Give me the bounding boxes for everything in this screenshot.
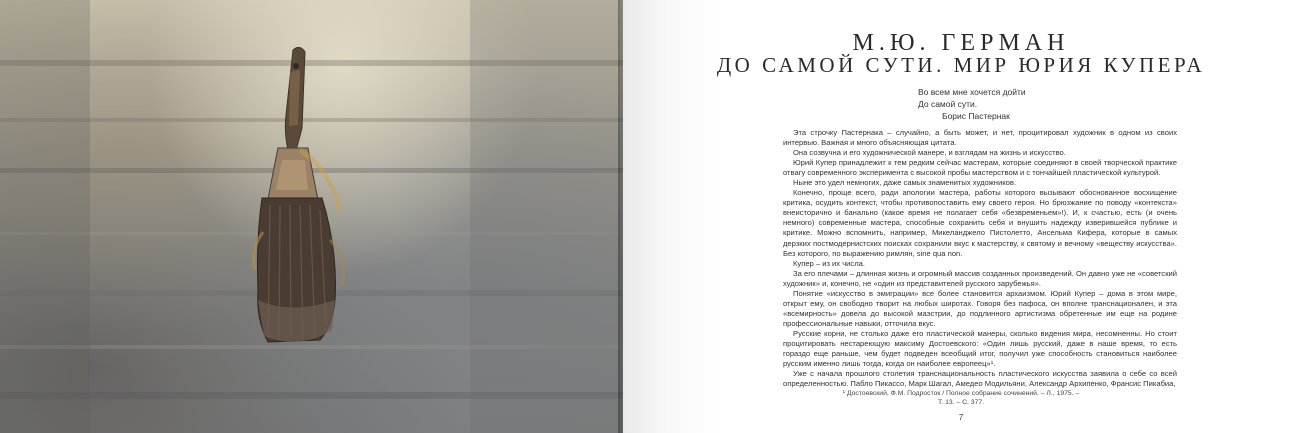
body-text (783, 128, 1177, 389)
epigraph (918, 86, 1026, 122)
chapter-title: ДО САМОЙ СУТИ. МИР ЮРИЯ КУПЕРА (716, 53, 1206, 77)
text-page (623, 0, 1299, 433)
paragraph: Уже с начала прошлого столетия транснациональность пластического искусства заявила о себе со всей определенностью. Пабло Пикассо, Марк Шагал, Амедео Модильяни, Александр Архипенко, Франсис Пикабиа, (783, 369, 1177, 389)
paragraph: За его плечами – длинная жизнь и огромный массив созданных произведений. Он давно уже не «советский художник» и, конечно, не «один из представителей русского зарубежья». (783, 268, 1177, 288)
paragraph: Ныне это удел немногих, даже самых знаменитых художников. (793, 178, 1016, 188)
epigraph-line: До самой сути. (918, 99, 978, 109)
paragraph: Эта строчку Пастернака – случайно, а быть может, и нет, процитировал художник в одном из своих интервью. Важная и много объясняющая цитата. (783, 128, 1177, 148)
footnote (623, 389, 1299, 407)
footnote-line: ¹ Достоевский, Ф.М. Подросток / Полное собрание сочинений. – Л., 1975. – (842, 390, 1080, 397)
epigraph-line: Во всем мне хочется дойти (918, 87, 1026, 97)
author-heading: М.Ю. ГЕРМАН (852, 30, 1070, 56)
paragraph: Понятие «искусство в эмиграции» все более становится архаизмом. Юрий Купер – дома в этом мире, открыт ему, он свободно творит на любых широтах. Говоря без пафоса, он вполне транснационален, и эта «всемирность» довела до высокой маэстрии, до подлинного артистизма обретенные им еще на родине профессиональные навыки, отточила вкус. (783, 288, 1177, 328)
footnote-line: Т. 13. – С. 377. (937, 399, 985, 406)
epigraph-signature: Борис Пастернак (942, 111, 1010, 121)
paragraph: Юрий Купер принадлежит к тем редким сейчас мастерам, которые соединяют в своей творческой практике отвагу современного эксперимента с высокой пробы мастерством и с тончайшей пластической культурой. (783, 158, 1177, 178)
paragraph: Конечно, проще всего, ради апологии мастера, работы которого вызывают обоснованное восхищение критика, осудить контекст, чтобы противопоставить ему своего героя. Но брюзжание по поводу «контекста» внеисторично и банально (какое время не полагает себя «безвременьем»!). И, к счастью, есть (и очень немного) современные мастера, способные сохранить себя и внушить надежду изверившейся публике и критике. Можно вспомнить, например, Микеланджело Пистолетто, Ансельма Кифера, которые в самых дерзких постмодернистских поисках сохранили вкус к мастерству, к святому и вечному «веществу искусства». Без которого, по выражению римлян, sine qua non. (783, 188, 1177, 258)
paragraph: Купер – из их числа. (793, 258, 865, 268)
painting-svg (0, 0, 623, 433)
paragraph: Она созвучна и его художнической манере, и взглядам на жизнь и искусство. (793, 148, 1066, 158)
paragraph: Русские корни, не столько даже его пластической манеры, сколько видения мира, несомненны. Но стоит процитировать нестареющую максиму Достоевского: «Один лишь русский, даже в наше время, то есть гораздо еще раньше, чем будет подведен всеобщий итог, получил уже способность становиться наиболее русским именно лишь тогда, когда он наиболее европеец»¹. (783, 328, 1177, 369)
painting-paintbrush-image (0, 0, 623, 433)
page-number: 7 (958, 413, 964, 422)
